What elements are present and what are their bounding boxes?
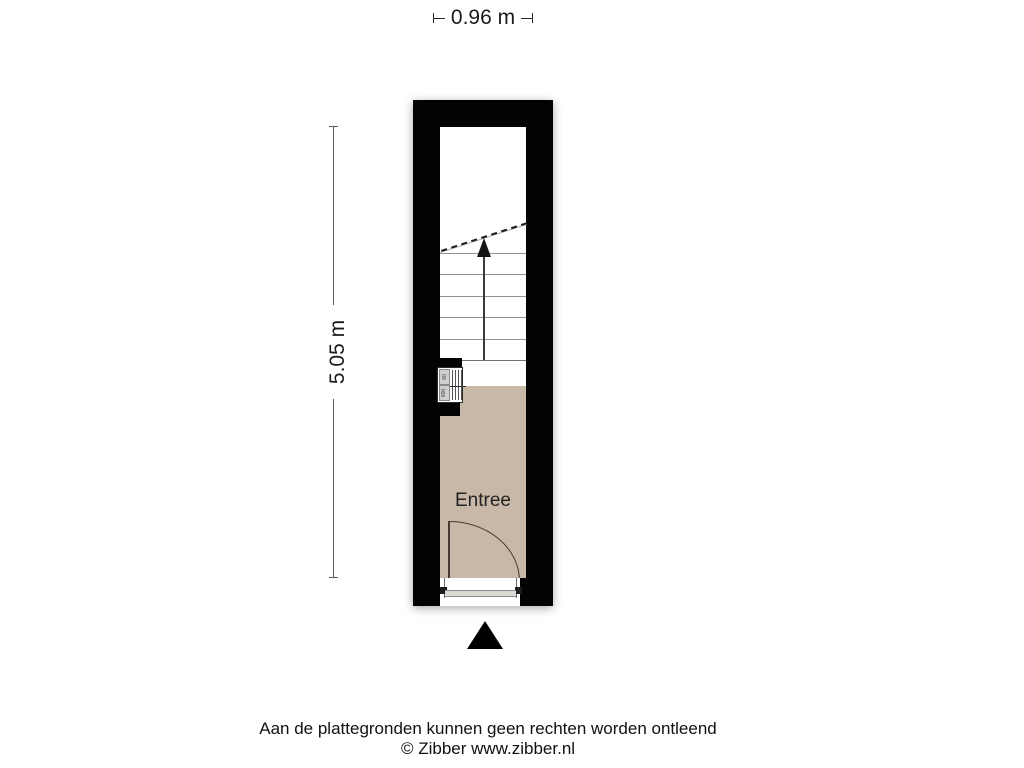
footer <box>0 719 976 759</box>
stair-direction-line <box>483 254 485 360</box>
cupboard-mark-line <box>450 386 466 387</box>
dim-cap-bottom <box>329 577 338 578</box>
radiator-stripe <box>461 370 462 400</box>
meter-cupboard <box>437 367 463 403</box>
room-label-entree: Entree <box>455 490 511 511</box>
stair-direction-arrow-icon <box>477 238 491 257</box>
dim-tick-right-icon <box>521 13 533 23</box>
width-dimension <box>413 4 553 32</box>
meter-label: 60 <box>439 369 450 385</box>
radiator-stripe <box>452 370 453 400</box>
height-dimension-line-lower <box>333 399 334 578</box>
wall-stub-lower <box>440 403 460 416</box>
wall-stub-upper <box>440 358 462 367</box>
dim-tick-left-icon <box>433 13 445 23</box>
bottom-wall-right <box>520 578 553 606</box>
height-dimension-label: 5.05 m <box>326 319 349 385</box>
door-jamb-block <box>515 587 522 594</box>
entrance-arrow-icon <box>467 621 503 649</box>
height-dimension-line-upper <box>333 127 334 305</box>
width-dimension-label: 0.96 m <box>450 6 516 29</box>
footer-copyright: © Zibber www.zibber.nl <box>400 739 576 758</box>
radiator-stripe <box>455 370 456 400</box>
meter-label: 600 <box>439 385 450 401</box>
bottom-wall-left <box>413 578 440 606</box>
radiator-stripe <box>458 370 459 400</box>
front-door-threshold <box>445 590 516 597</box>
footer-disclaimer: Aan de plattegronden kunnen geen rechten worden ontleend <box>259 719 717 738</box>
